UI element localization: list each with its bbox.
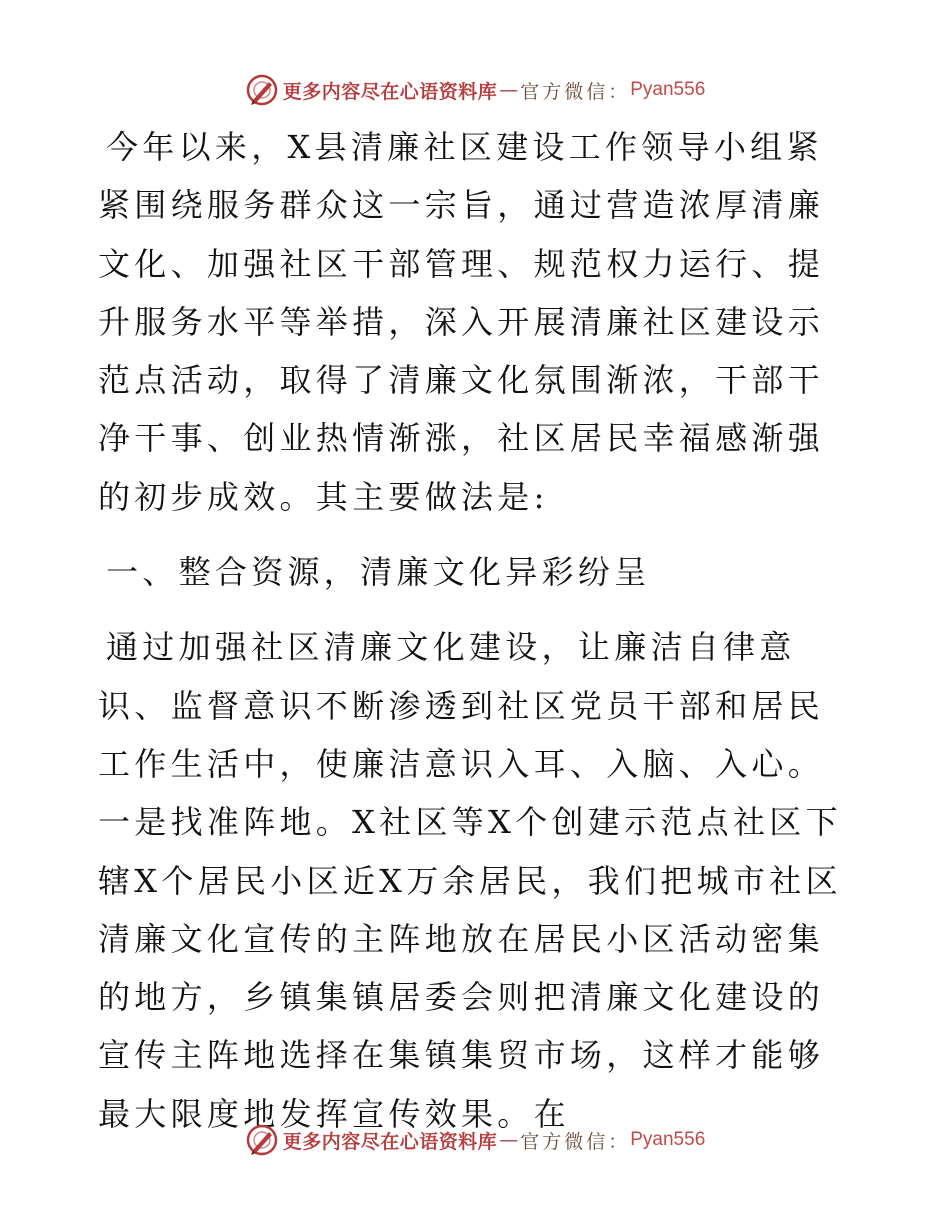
pen-logo-icon	[245, 73, 279, 107]
watermark-main-text: 更多内容尽在心语资料库	[282, 80, 498, 103]
watermark-main-text: 更多内容尽在心语资料库	[282, 1130, 498, 1153]
paragraph-intro: 今年以来，X县清廉社区建设工作领导小组紧紧围绕服务群众这一宗旨，通过营造浓厚清廉文化、加强社区干部管理、规范权力运行、提升服务水平等举措，深入开展清廉社区建设示范点活动，取得了清廉文化氛围渐浓，干部干净干事、创业热情渐涨，社区居民幸福感渐强的初步成效。其主要做法是:	[98, 128, 825, 516]
header-watermark	[0, 70, 950, 110]
watermark-wechat-id: Pyan556	[630, 1129, 706, 1150]
pen-logo-icon	[245, 1123, 279, 1157]
paragraph-section-1: 通过加强社区清廉文化建设，让廉洁自律意识、监督意识不断渗透到社区党员干部和居民工作生活中，使廉洁意识入耳、入脑、入心。一是找准阵地。X社区等X个创建示范点社区下辖X个居民小区近X万余居民，我们把城市社区清廉文化宣传的主阵地放在居民小区活动密集的地方，乡镇集镇居委会则把清廉文化建设的宣传主阵地选择在集镇集贸市场，这样才能够最大限度地发挥宣传效果。在	[98, 628, 842, 1133]
footer-watermark	[0, 1120, 950, 1160]
section-heading-1: 一、整合资源，清廉文化异彩纷呈	[106, 553, 651, 592]
watermark-dash: —	[499, 1129, 519, 1151]
watermark-wechat-id: Pyan556	[630, 79, 706, 100]
watermark-dash: —	[499, 79, 519, 101]
document-body	[98, 118, 850, 1143]
watermark-official-label: 官方微信：	[520, 80, 631, 103]
watermark-official-label: 官方微信：	[520, 1130, 631, 1153]
